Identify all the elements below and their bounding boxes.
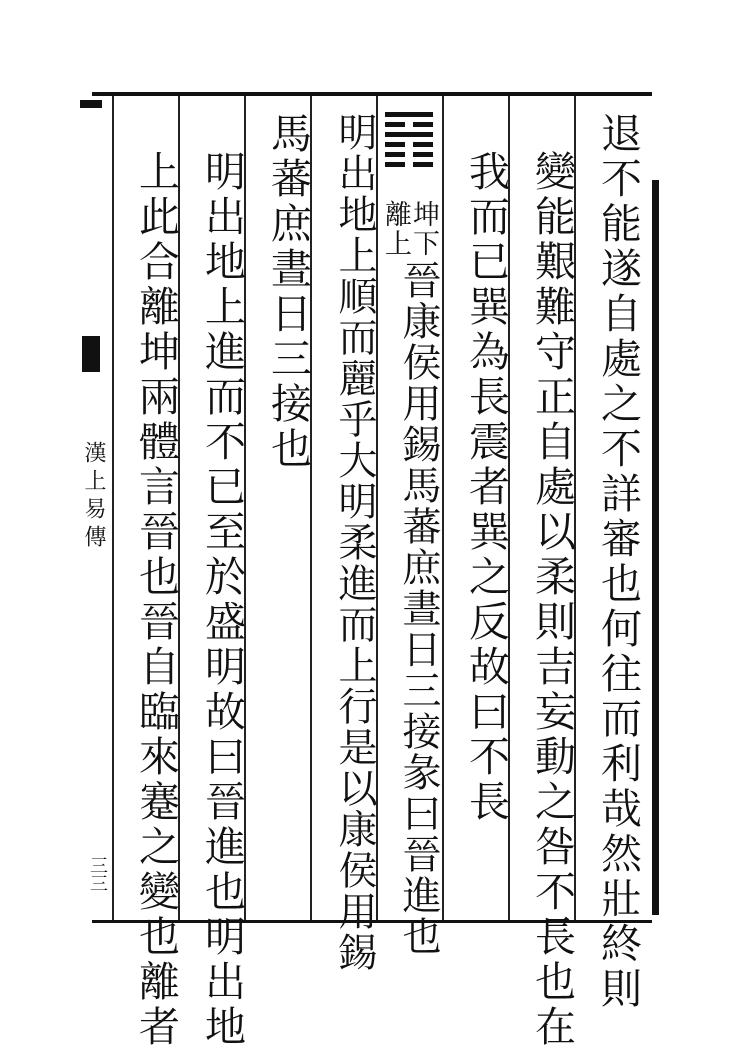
hexagram-broken-segment <box>385 152 405 157</box>
hexagram-solid-segment <box>385 112 433 117</box>
hexagram-broken-segment <box>385 122 405 127</box>
hexagram-broken-segment <box>413 122 433 127</box>
page-margin <box>72 96 112 920</box>
text-column-8: 上此合離坤兩體言晉也晉自臨來蹇之變也離者 <box>132 150 180 1050</box>
text-column-6: 馬蕃庶晝日三接也 <box>264 112 312 472</box>
jin-hexagram-icon <box>385 112 433 172</box>
text-column-2: 變能艱難守正自處以柔則吉妄動之咎不長也在 <box>528 150 576 1050</box>
running-title: 漢上易傳 <box>81 441 106 553</box>
hexagram-line-3 <box>385 132 433 137</box>
hexagram-line-6 <box>385 162 433 167</box>
upper-trigram-label: 離上 <box>380 200 411 258</box>
text-column-7: 明出地上進而不已至於盛明故曰晉進也明出地 <box>198 150 246 1050</box>
hexagram-broken-segment <box>385 142 405 147</box>
hexagram-line-5 <box>385 152 433 157</box>
hexagram-broken-segment <box>385 162 405 167</box>
top-border <box>92 92 652 96</box>
fishtail-mark <box>82 336 100 372</box>
hexagram-broken-segment <box>413 142 433 147</box>
text-column-3: 我而已巽為長震者巽之反故曰不長 <box>462 150 510 825</box>
page-number: 三三 <box>87 856 108 892</box>
text-column-4: 晉康侯用錫馬蕃庶晝日三接彖曰晉進也 <box>396 260 441 957</box>
hexagram-line-1 <box>385 112 433 117</box>
right-border <box>652 180 659 915</box>
hexagram-broken-segment <box>413 152 433 157</box>
column-rule <box>112 96 114 920</box>
text-column-1: 退不能遂自處之不詳審也何往而利哉然壯終則 <box>594 112 642 1012</box>
text-column-5: 明出地上順而麗乎大明柔進而上行是以康侯用錫 <box>332 112 377 973</box>
lower-trigram-label: 坤下 <box>408 200 439 258</box>
hexagram-solid-segment <box>385 132 433 137</box>
hexagram-broken-segment <box>413 162 433 167</box>
hexagram-line-2 <box>385 122 433 127</box>
margin-mark <box>80 100 102 108</box>
hexagram-line-4 <box>385 142 433 147</box>
